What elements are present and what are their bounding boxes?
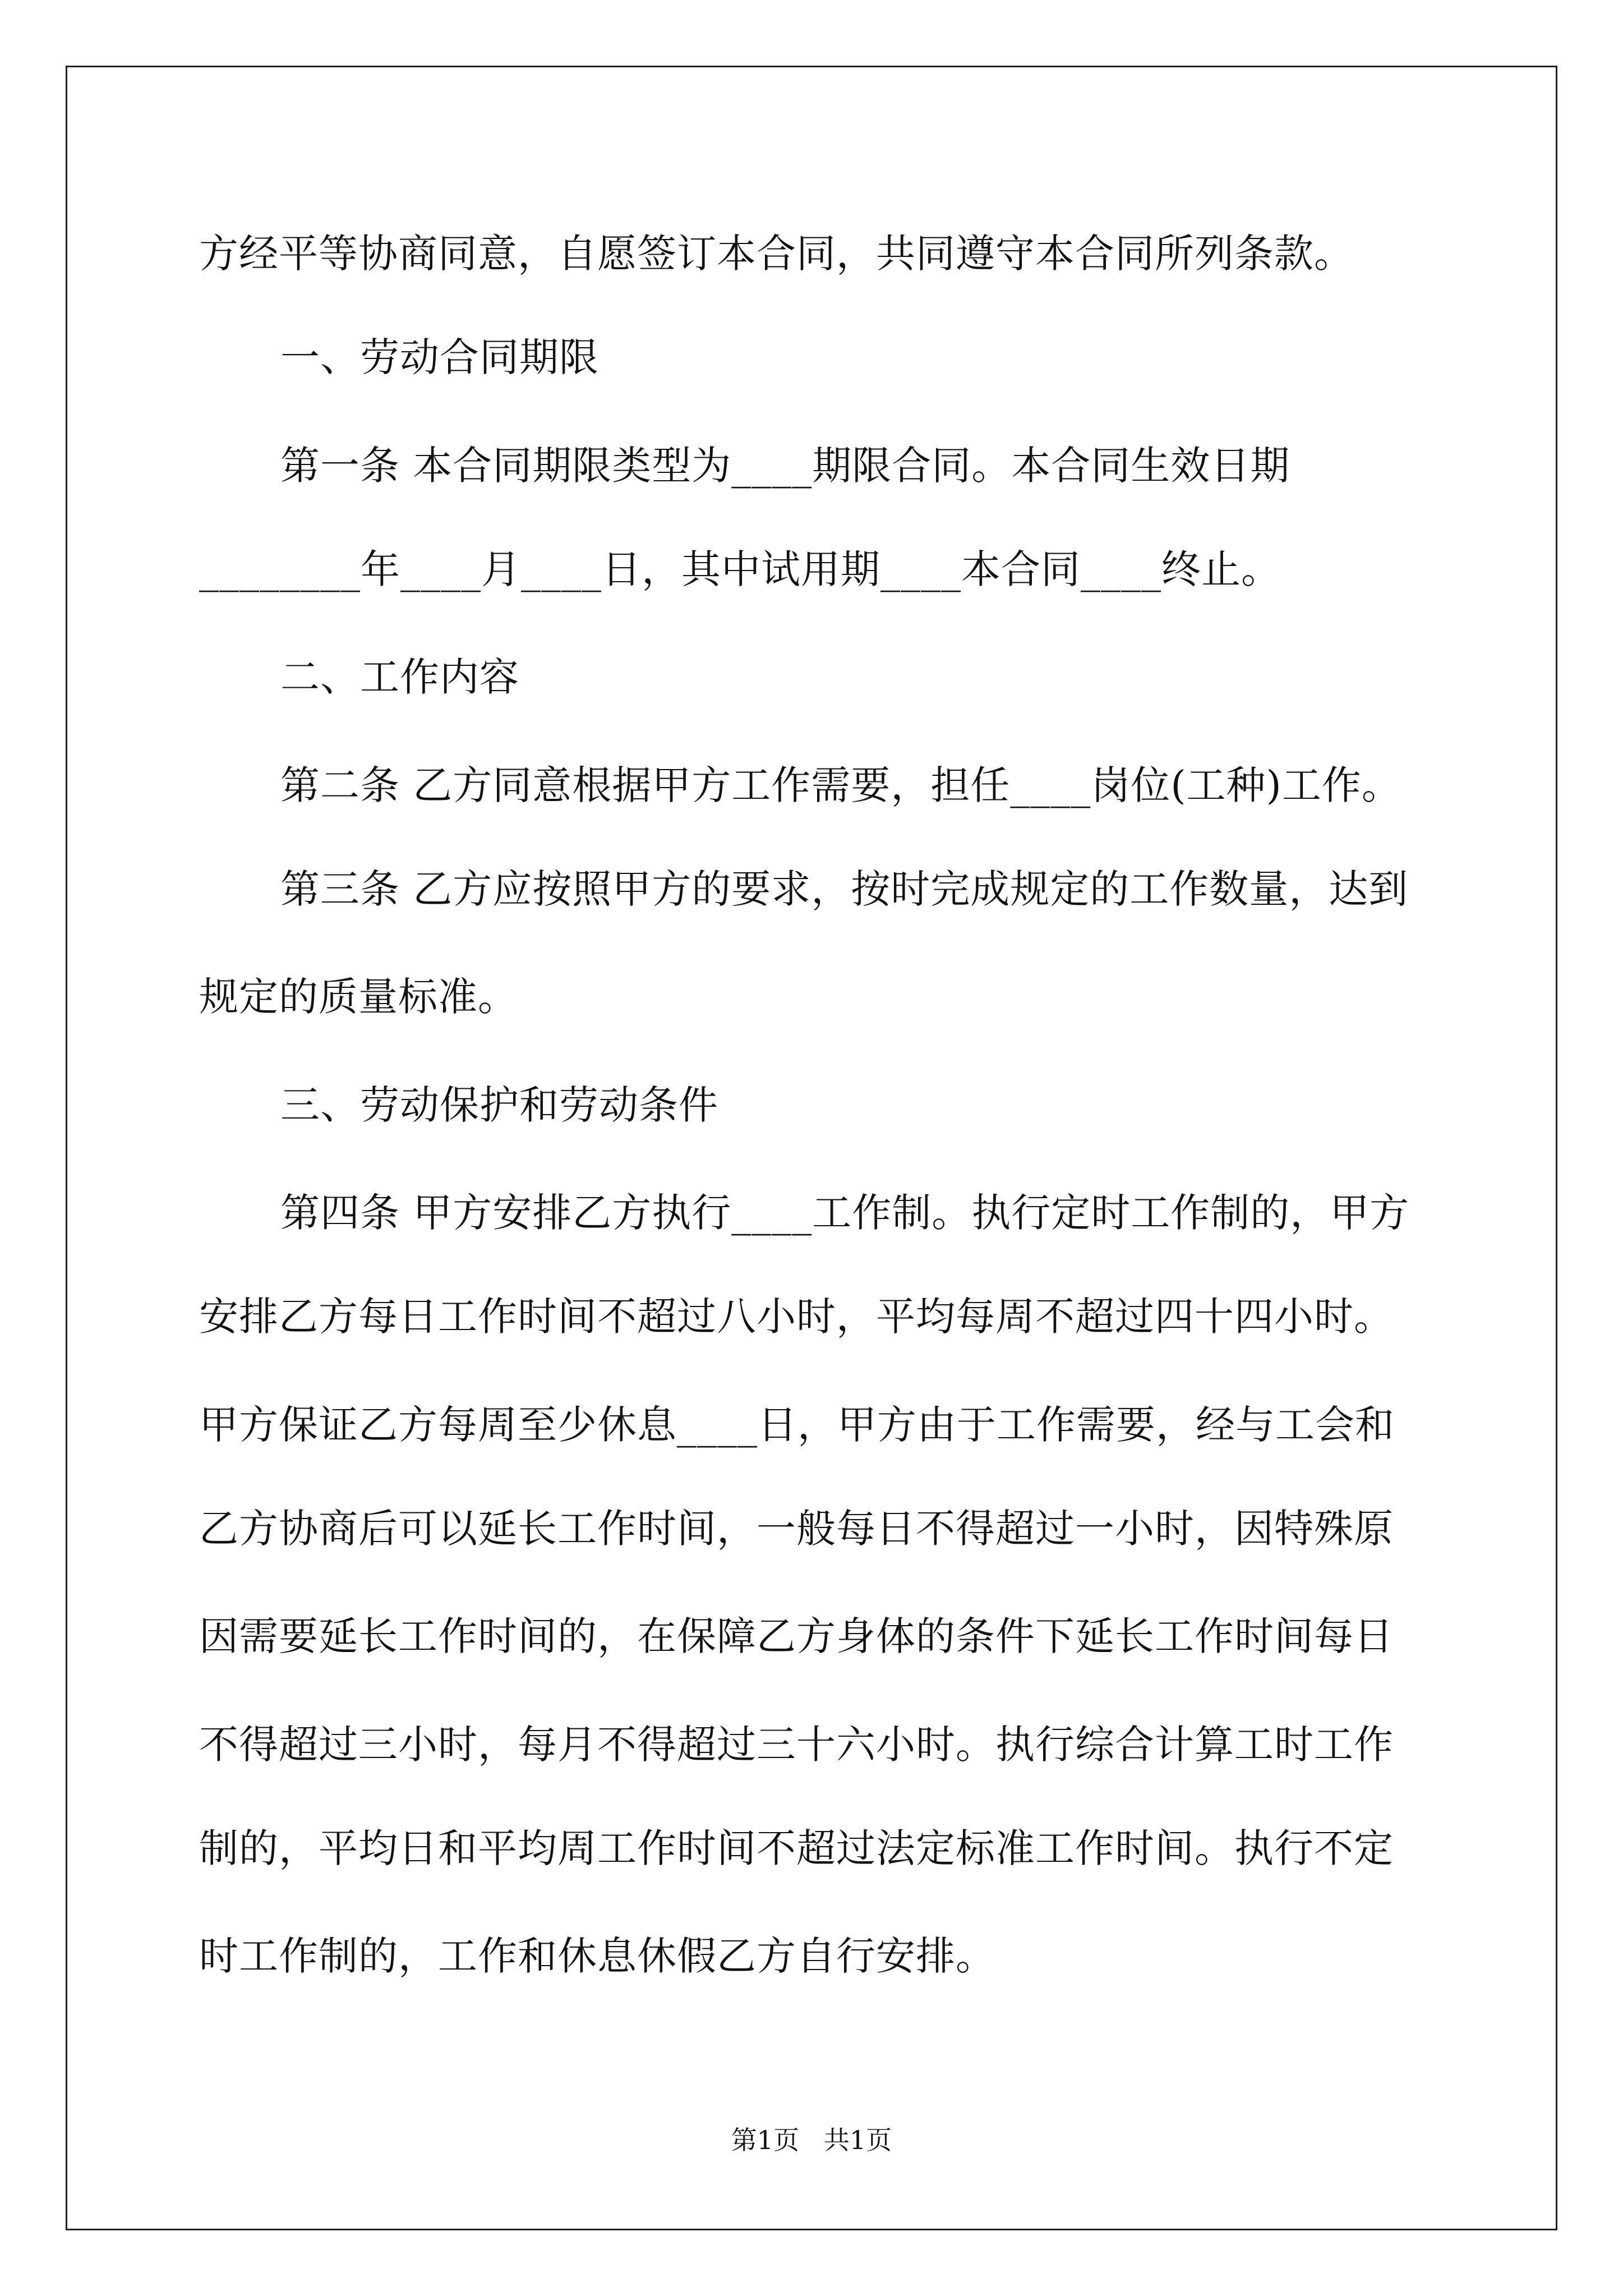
section-heading-work-content: 二、工作内容	[280, 654, 519, 700]
clause-1-line-1: 第一条 本合同期限类型为____期限合同。本合同生效日期	[280, 443, 1290, 489]
clause-4-line-7: 制的，平均日和平均周工作时间不超过法定标准工作时间。执行不定	[199, 1825, 1394, 1871]
page-footer: 第1页 共1页	[731, 2125, 892, 2155]
clause-4-line-8: 时工作制的，工作和休息休假乙方自行安排。	[199, 1933, 995, 1979]
section-heading-term: 一、劳动合同期限	[280, 334, 599, 380]
page-border	[66, 66, 1557, 2230]
section-heading-labor-protection: 三、劳动保护和劳动条件	[280, 1082, 718, 1128]
clause-4-line-2: 安排乙方每日工作时间不超过八小时，平均每周不超过四十四小时。	[199, 1294, 1394, 1340]
clause-4-line-4: 乙方协商后可以延长工作时间，一般每日不得超过一小时，因特殊原	[199, 1506, 1394, 1552]
text-line: 方经平等协商同意，自愿签订本合同，共同遵守本合同所列条款。	[199, 231, 1354, 277]
clause-3-line-1: 第三条 乙方应按照甲方的要求，按时完成规定的工作数量，达到	[280, 866, 1409, 912]
clause-4-line-6: 不得超过三小时，每月不得超过三十六小时。执行综合计算工时工作	[199, 1722, 1394, 1768]
clause-4-line-3: 甲方保证乙方每周至少休息____日，甲方由于工作需要，经与工会和	[199, 1402, 1395, 1448]
clause-4-line-1: 第四条 甲方安排乙方执行____工作制。执行定时工作制的，甲方	[280, 1190, 1410, 1236]
clause-4-line-5: 因需要延长工作时间的，在保障乙方身体的条件下延长工作时间每日	[199, 1613, 1394, 1659]
clause-1-line-2: ________年____月____日，其中试用期____本合同____终止。	[199, 546, 1281, 592]
clause-2: 第二条 乙方同意根据甲方工作需要，担任____岗位(工种)工作。	[280, 762, 1401, 808]
clause-3-line-2: 规定的质量标准。	[199, 974, 518, 1020]
